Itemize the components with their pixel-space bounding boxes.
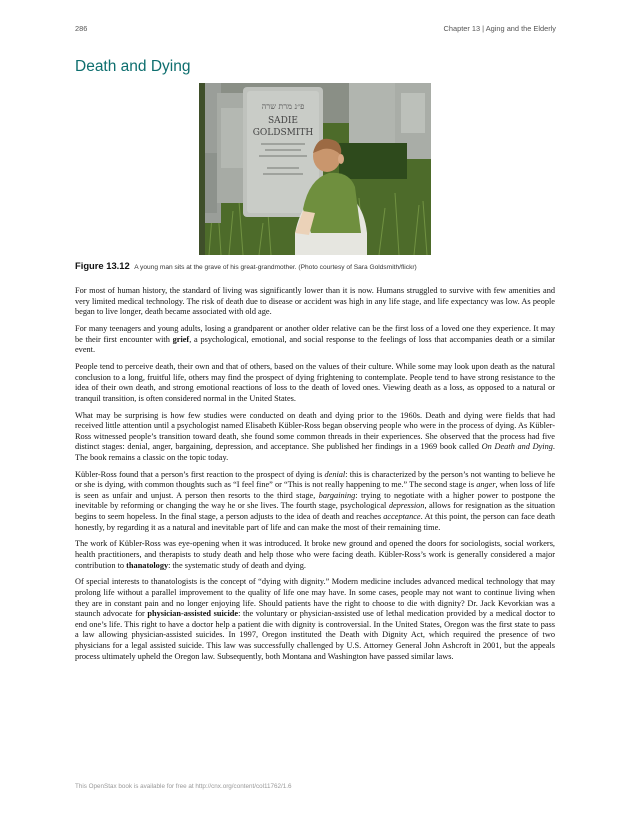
term-grief: grief <box>172 334 190 344</box>
paragraph-6-text-b: : the systematic study of death and dying. <box>168 560 306 570</box>
paragraph-1-text: For most of human history, the standard of living was significantly lower than it is now. Humans struggled to survive with few amenities and very limited medical technology. The risk of death due to disease or accident was high in any life stage, and life expectancy was low. As people began to live longer, death became associated with old age. <box>75 286 555 317</box>
paragraph-5-text-a: Kübler-Ross found that a person’s first reaction to the prospect of dying is <box>75 469 325 479</box>
term-physician-assisted-suicide: physician-assisted suicide <box>147 609 239 619</box>
paragraph-5 <box>75 470 555 534</box>
paragraph-7-text-a: Of special interests to thanatologists is the concept of “dying with dignity.” Modern medicine includes advanced medical technology that may prolong life without a parallel improvement to the quality of life one may have. In some cases, people may not want to continue living when they are in constant pain and no longer enjoying life. Should patients have the right to choose to die with dignity? Dr. Jack Kevorkian was a staunch advocate for <box>75 577 555 619</box>
paragraph-6-text-a: The work of Kübler-Ross was eye-opening when it was introduced. It broke new ground and opened the doors for sociologists, social workers, health practitioners, and therapists to study death and help those who were facing death. Kübler-Ross’s work is generally considered a major contribution to <box>75 539 555 570</box>
paragraph-7-text-b: : the voluntary or physician-assisted use of lethal medication provided by a medical doctor to end one’s life. This right to have a doctor help a patient die with dignity is controversial. In the United States, Oregon was the first state to pass a law allowing physician-assisted suicides. In 1997, Oregon instituted the Death with Dignity Act, which required the presence of two physicians for a legal assisted suicide. This law was successfully challenged by U.S. Attorney General John Ashcroft in 2001, but the appeals process ultimately upheld the Oregon law. Subsequently, both Montana and Washington have passed similar laws. <box>75 609 555 661</box>
stage-anger: anger <box>476 480 496 490</box>
section-title: Death and Dying <box>75 58 191 75</box>
chapter-title: Chapter 13 | Aging and the Elderly <box>443 24 556 33</box>
paragraph-2 <box>75 324 555 356</box>
paragraph-5-text-d: : trying to negotiate with a higher power to postpone the inevitable by reforming or changing the way he or she lives. The fourth stage, psychological <box>75 490 555 511</box>
paragraph-2-text-b: , a psychological, emotional, and social response to the feelings of loss that accompanies death or a similar event. <box>75 334 555 355</box>
stage-depression: depression <box>388 501 425 511</box>
book-title: On Death and Dying <box>481 442 553 452</box>
body-text <box>75 286 555 668</box>
paragraph-4-text-b: . The book remains a classic on the topic today. <box>75 442 555 462</box>
stage-denial: denial <box>324 469 346 479</box>
term-thanatology: thanatology <box>126 560 169 570</box>
paragraph-5-text-b: : this is characterized by the person’s not wanting to believe he or she is dying, with common thoughts such as “I feel fine” or “This is not really happening to me.” The second stage is <box>75 469 555 490</box>
headstone-hebrew: פ״נ מרת שרה <box>261 102 305 111</box>
figure-caption <box>75 260 555 271</box>
paragraph-4 <box>75 411 555 464</box>
figure-caption-text: A young man sits at the grave of his great-grandmother. (Photo courtesy of Sara Goldsmith/flickr) <box>134 264 417 271</box>
paragraph-6 <box>75 539 555 571</box>
figure-photo <box>199 83 431 255</box>
paragraph-2-text-a: For many teenagers and young adults, losing a grandparent or another older relative can be the first loss of a loved one they experience. It may be their first encounter with <box>75 323 555 344</box>
page-footer: This OpenStax book is available for free at http://cnx.org/content/col11762/1.6 <box>75 783 292 790</box>
stage-acceptance: acceptance <box>383 512 421 522</box>
page-number: 286 <box>75 24 88 33</box>
paragraph-4-text-a: What may be surprising is how few studies were conducted on death and dying prior to the 1960s. Death and dying were fields that had received little attention until a psychologist named Elisabeth Kübler-Ross began observing people who were in the process of dying. As Kübler-Ross witnessed people’s transition toward death, she found some common threads in their experiences. She observed that the process had five distinct stages: denial, anger, bargaining, depression, and acceptance. She published her findings in a 1969 book called <box>75 410 555 452</box>
headstone-name-last: GOLDSMITH <box>252 128 314 138</box>
paragraph-7 <box>75 577 555 662</box>
paragraph-5-text-e: , allows for resignation as the situation begins to seem hopeless. In the final stage, a person adjusts to the idea of death and reaches <box>75 501 555 522</box>
paragraph-5-text-f: . At this point, the person can face death honestly, by regarding it as a natural and inevitable part of life and can make the most of their remaining time. <box>75 512 555 532</box>
paragraph-3-text: People tend to perceive death, their own and that of others, based on the values of their culture. While some may look upon death as the natural conclusion to a long, fruitful life, others may find the prospect of dying frightening to contemplate. People tend to have strong resistance to the idea of their own death, and strong emotional reactions of loss to the death of loved ones. Viewing death as a loss, as opposed to a natural or tranquil transition, is often considered normal in the United States. <box>75 361 555 403</box>
page-header <box>75 24 556 36</box>
paragraph-5-text-c: , when loss of life is seen as unfair and unjust. A person then resorts to the third stage, <box>75 480 555 500</box>
paragraph-3 <box>75 362 555 404</box>
figure-label: Figure 13.12 <box>75 260 130 271</box>
stage-bargaining: bargaining <box>318 490 356 500</box>
headstone-name-first: SADIE <box>267 116 299 126</box>
paragraph-1 <box>75 286 555 318</box>
